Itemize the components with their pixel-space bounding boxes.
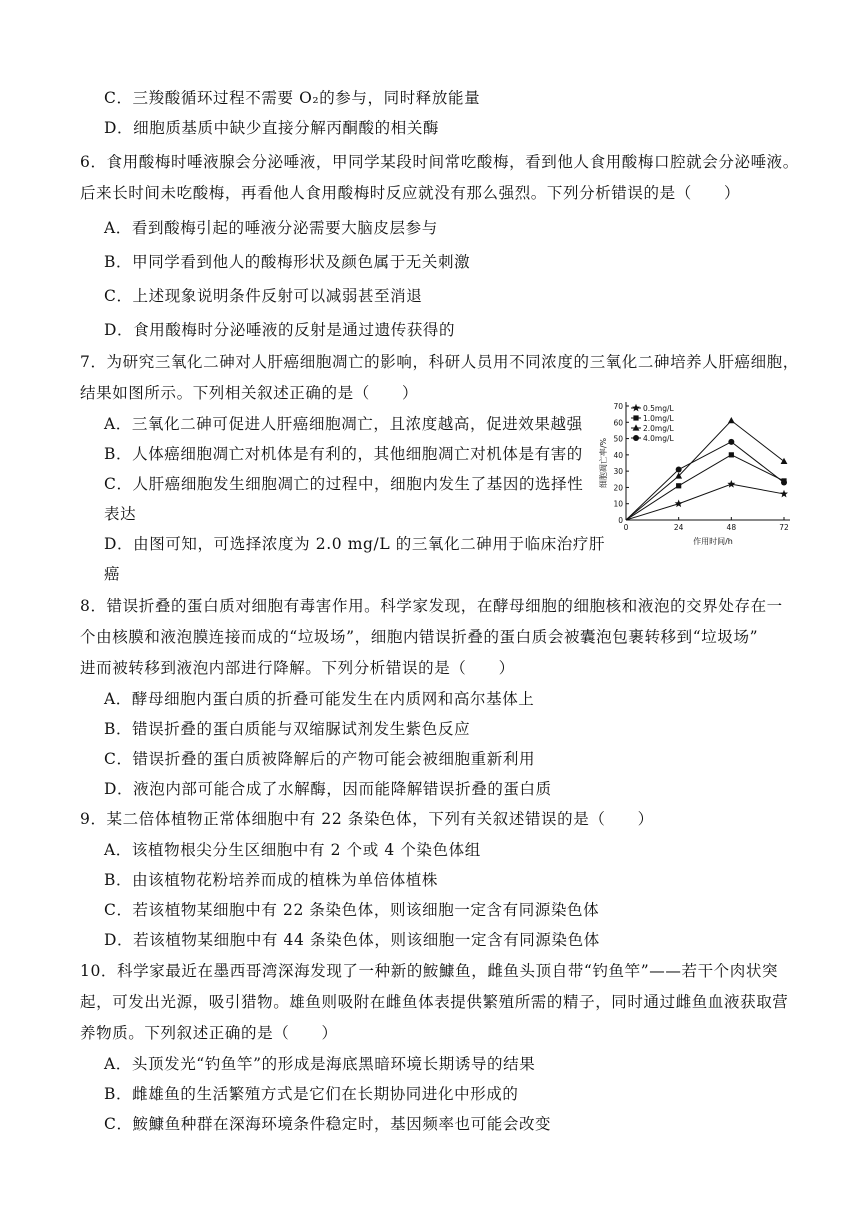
text-line: D．液泡内部可能合成了水解酶，因而能降解错误折叠的蛋白质 [104,780,552,798]
text-line: 8．错误折叠的蛋白质对细胞有毒害作用。科学家发现，在酵母细胞的细胞核和液泡的交界处存在一 [80,597,783,615]
data-point [676,483,681,488]
y-tick-label: 50 [613,434,623,444]
text-line: 进而被转移到液泡内部进行降解。下列分析错误的是（ ） [80,659,515,677]
series-line [626,484,784,520]
x-axis-label: 作用时间/h [693,537,733,546]
text-line: 后来长时间未吃酸梅，再看他人食用酸梅时反应就没有那么强烈。下列分析错误的是（ ） [80,184,741,202]
legend-label: 2.0mg/L [643,424,674,433]
y-tick-label: 60 [613,418,623,428]
text-line: 起，可发出光源，吸引猎物。雄鱼则吸附在雌鱼体表提供繁殖所需的精子，同时通过雌鱼血液获取营 [80,993,789,1011]
series-line [626,442,784,520]
y-tick-label: 70 [613,402,623,411]
data-point [675,500,683,508]
text-line: C．上述现象说明条件反射可以减弱甚至消退 [104,287,423,305]
text-line: 7．为研究三氧化二砷对人肝癌细胞凋亡的影响，科研人员用不同浓度的三氧化二砷培养人肝癌细胞， [80,353,799,371]
data-point [781,480,787,486]
data-point [781,458,788,464]
text-line: A．酵母细胞内蛋白质的折叠可能发生在内质网和高尔基体上 [104,690,535,708]
x-tick-label: 0 [623,523,629,532]
y-tick-label: 10 [613,499,623,509]
text-line: A．该植物根尖分生区细胞中有 2 个或 4 个染色体组 [104,841,481,859]
text-line: C．三羧酸循环过程不需要 O₂的参与，同时释放能量 [104,89,481,107]
text-line: A．头顶发光“钓鱼竿”的形成是海底黑暗环境长期诱导的结果 [104,1055,536,1073]
text-line: B．人体癌细胞凋亡对机体是有利的，其他细胞凋亡对机体是有害的 [104,445,583,463]
y-tick-label: 0 [618,516,623,525]
text-line: B．错误折叠的蛋白质能与双缩脲试剂发生紫色反应 [104,720,471,738]
text-line: 10．科学家最近在墨西哥湾深海发现了一种新的鮟鱇鱼，雌鱼头顶自带“钓鱼竿”——若干个肉状突 [80,962,779,980]
legend-marker [632,404,640,412]
text-line: 结果如图所示。下列相关叙述正确的是（ ） [80,384,419,402]
text-line: 表达 [104,505,137,523]
data-point [729,452,734,457]
text-line: 6．食用酸梅时唾液腺会分泌唾液，甲同学某段时间常吃酸梅，看到他人食用酸梅口腔就会分泌唾液。 [80,153,799,171]
data-point [780,490,788,498]
legend-marker [633,415,638,420]
legend-label: 0.5mg/L [643,404,674,413]
text-line: C．人肝癌细胞发生细胞凋亡的过程中，细胞内发生了基因的选择性 [104,475,584,493]
text-line: A．看到酸梅引起的唾液分泌需要大脑皮层参与 [104,219,438,237]
y-axis-label: 细胞凋亡率/% [599,437,608,489]
x-tick-label: 72 [779,523,789,532]
text-line: C．鮟鱇鱼种群在深海环境条件稳定时，基因频率也可能会改变 [104,1115,552,1133]
data-point [727,480,735,488]
y-tick-label: 40 [613,450,623,460]
apoptosis-rate-chart [596,392,816,560]
y-tick-label: 20 [613,483,623,493]
x-tick-label: 48 [726,523,737,532]
text-line: D．食用酸梅时分泌唾液的反射是通过遗传获得的 [104,321,456,339]
text-line: C．若该植物某细胞中有 22 条染色体，则该细胞一定含有同源染色体 [104,901,600,919]
text-line: B．甲同学看到他人的酸梅形状及颜色属于无关刺激 [104,253,471,271]
legend-label: 1.0mg/L [643,414,674,423]
text-line: 养物质。下列叙述正确的是（ ） [80,1024,338,1042]
legend-marker [633,435,639,441]
text-line: D．细胞质基质中缺少直接分解丙酮酸的相关酶 [104,119,440,137]
text-line: B．由该植物花粉培养而成的植株为单倍体植株 [104,871,438,889]
text-line: B．雌雄鱼的生活繁殖方式是它们在长期协同进化中形成的 [104,1085,519,1103]
data-point [728,439,734,445]
text-line: D．若该植物某细胞中有 44 条染色体，则该细胞一定含有同源染色体 [104,931,600,949]
text-line: 个由核膜和液泡膜连接而成的“垃圾场”，细胞内错误折叠的蛋白质会被囊泡包裹转移到“垃圾场” [80,628,759,646]
text-line: 9．某二倍体植物正常体细胞中有 22 条染色体，下列有关叙述错误的是（ ） [80,810,654,828]
y-tick-label: 30 [613,467,623,477]
x-tick-label: 24 [673,523,684,532]
text-line: A．三氧化二砷可促进人肝癌细胞凋亡，且浓度越高，促进效果越强 [104,415,583,433]
text-line: 癌 [104,565,121,583]
data-point [728,417,735,423]
text-line: D．由图可知，可选择浓度为 2.0 mg/L 的三氧化二砷用于临床治疗肝 [104,535,606,553]
data-point [676,467,682,473]
legend-label: 4.0mg/L [643,434,674,443]
text-line: C．错误折叠的蛋白质被降解后的产物可能会被细胞重新利用 [104,750,536,768]
